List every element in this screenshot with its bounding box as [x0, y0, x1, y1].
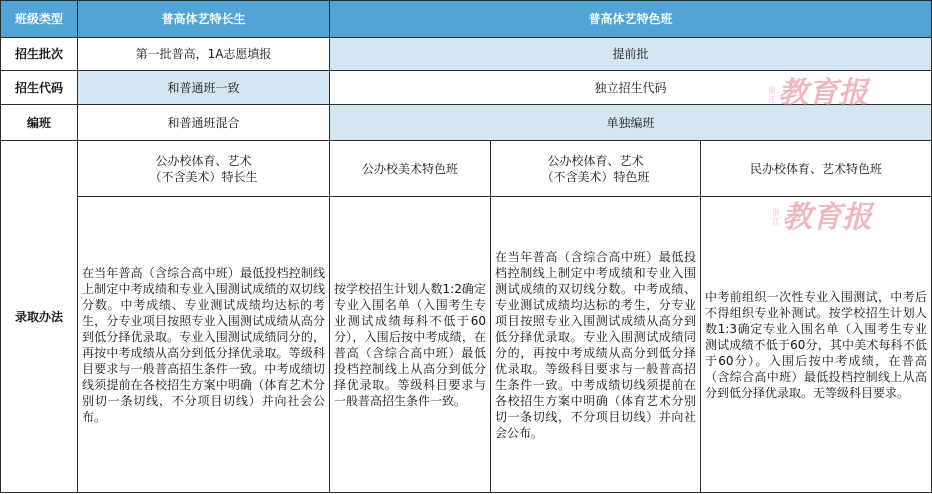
detail-public-art-class: 按学校招生计划人数1:2确定专业入围名单（入围考生专业测试成绩每科不低于60分），入围后按中考成绩，在普高（含综合高中班）最低投档控制线上从高分到低分择优录取。等级科目要求与一般普高招生条件一致。 — [330, 197, 491, 493]
detail-public-sports-art-class: 在当年普高（含综合高中班）最低投档控制线上制定中考成绩和专业入围测试成绩的双切线分数。中考成绩、专业测试成绩均达标的考生，分专业项目按照专业入围测试成绩从高分到低分择优录取。专业入围测试成绩同分的，再按中考成绩从高分到低分择优录取。等级科目要求与一般普高招生条件一致。中考成绩切线须提前在各校招生方案中明确（体育艺术分别切一条切线，不分项目切线）并向社会公布。 — [491, 197, 701, 493]
watermark-logo-2: 教育报 — [782, 200, 872, 235]
header-specialty-class: 普高体艺特色班 — [330, 1, 932, 38]
type-public-sports-art-class — [491, 141, 701, 197]
detail-private-sports-art-class: 中考前组织一次性专业入围测试，中考后不得组织专业补测试。按学校招生计划人数1:3确定专业入围名单（入围考生专业测试成绩不低于60分，其中美术每科不低于60分）。入围后按中考成绩，在普高（含综合高中班）最低投档控制线上从高分到低分择优录取。无等级科目要求。 — [701, 197, 932, 493]
type-label: 民办校体育、艺术特色班 — [750, 161, 883, 176]
cell-class-b: 单独编班 — [330, 105, 932, 141]
row-label-admission: 录取办法 — [1, 141, 78, 493]
row-batch — [1, 38, 932, 71]
type-private-sports-art-class — [701, 141, 932, 197]
header-class-type: 班级类型 — [1, 1, 78, 38]
type-public-specialty-student — [78, 141, 330, 197]
cell-code-b: 独立招生代码 — [330, 71, 932, 105]
type-public-art-class — [330, 141, 491, 197]
watermark-small-1: 浙江 — [768, 86, 776, 104]
row-admission-types — [1, 141, 932, 197]
row-label-code: 招生代码 — [1, 71, 78, 105]
row-admission-details — [1, 197, 932, 493]
row-label-batch: 招生批次 — [1, 38, 78, 71]
header-row — [1, 1, 932, 38]
watermark-small-2: 浙江 — [772, 208, 780, 226]
cell-batch-b: 提前批 — [330, 38, 932, 71]
header-specialty-student: 普高体艺特长生 — [78, 1, 330, 38]
detail-public-specialty-student: 在当年普高（含综合高中班）最低投档控制线上制定中考成绩和专业入围测试成绩的双切线分数。中考成绩、专业测试成绩均达标的考生，分专业项目按照专业入围测试成绩从高分到低分择优录取。专业入围测试成绩同分的，再按中考成绩从高分到低分择优录取。等级科目要求与一般普高招生条件一致。中考成绩切线须提前在各校招生方案中明确（体育艺术分别切一条切线，不分项目切线）并向社会公布。 — [78, 197, 330, 493]
type-label: 公办校体育、艺术 （不含美术）特色班 — [541, 153, 650, 184]
row-code — [1, 71, 932, 105]
cell-code-a: 和普通班一致 — [78, 71, 330, 105]
row-label-class: 编班 — [1, 105, 78, 141]
watermark-logo-1: 教育报 — [778, 76, 868, 111]
type-label: 公办校体育、艺术 （不含美术）特长生 — [149, 153, 258, 184]
cell-class-a: 和普通班混合 — [78, 105, 330, 141]
cell-batch-a: 第一批普高，1A志愿填报 — [78, 38, 330, 71]
type-label: 公办校美术特色班 — [361, 161, 458, 176]
row-class — [1, 105, 932, 141]
